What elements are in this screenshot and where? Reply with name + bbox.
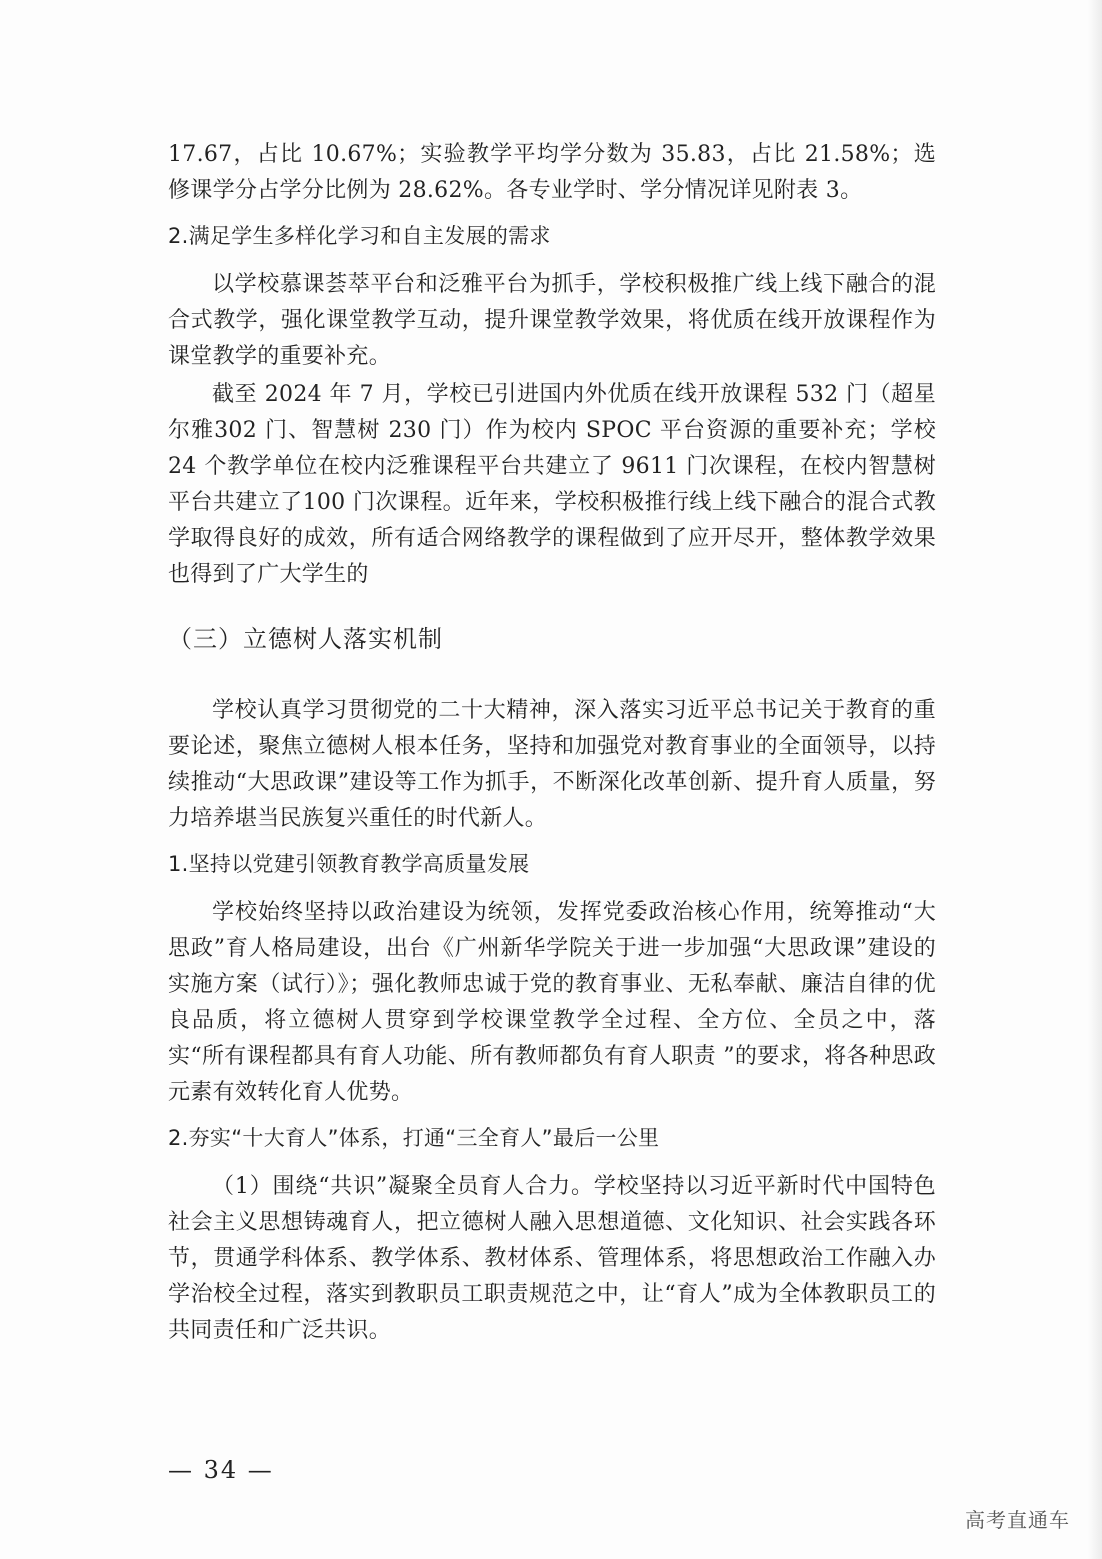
- paragraph-credits: 17.67，占比 10.67%；实验教学平均学分数为 35.83，占比 21.58%；选修课学分占学分比例为 28.62%。各专业学时、学分情况详见附表 3。: [168, 142, 936, 203]
- page-edge-shadow: [1088, 0, 1102, 1559]
- section-title: （三）立德树人落实机制: [168, 625, 443, 653]
- paragraph-moral-education: 学校认真学习贯彻党的二十大精神，深入落实习近平总书记关于教育的重要论述，聚焦立德树人根本任务，坚持和加强党对教育事业的全面领导，以持续推动“大思政课”建设等工作为抓手，不断深化改革创新、提升育人质量，努力培养堪当民族复兴重任的时代新人。: [168, 698, 936, 831]
- paragraph-online-courses: 截至 2024 年 7 月，学校已引进国内外优质在线开放课程 532 门（超星尔雅302 门、智慧树 230 门）作为校内 SPOC 平台资源的重要补充；学校 24 个教学单位在校内泛雅课程平台共建立了 9611 门次课程，在校内智慧树平台共建立了100 门次课程。近年来，学校积极推行线上线下融合的混合式教学取得良好的成效，所有适合网络教学的课程做到了应开尽开，整体教学效果也得到了广大学生的: [168, 382, 936, 587]
- subheading-diverse-learning: 2.满足学生多样化学习和自主发展的需求: [168, 224, 551, 248]
- page-content: [168, 137, 936, 1349]
- paragraph-consensus: （1）围绕“共识”凝聚全员育人合力。学校坚持以习近平新时代中国特色社会主义思想铸魂育人，把立德树人融入思想道德、文化知识、社会实践各环节，贯通学科体系、教学体系、教材体系、管理体系，将思想政治工作融入办学治校全过程，落实到教职员工职责规范之中，让“育人”成为全体教职员工的共同责任和广泛共识。: [168, 1174, 936, 1343]
- page-number: — 34 —: [168, 1456, 274, 1484]
- paragraph-blended-teaching: 以学校慕课荟萃平台和泛雅平台为抓手，学校积极推广线上线下融合的混合式教学，强化课堂教学互动，提升课堂教学效果，将优质在线开放课程作为课堂教学的重要补充。: [168, 272, 936, 369]
- paragraph-political-construction: 学校始终坚持以政治建设为统领，发挥党委政治核心作用，统筹推动“大思政”育人格局建设，出台《广州新华学院关于进一步加强“大思政课”建设的实施方案（试行）》；强化教师忠诚于党的教育事业、无私奉献、廉洁自律的优良品质，将立德树人贯穿到学校课堂教学全过程、全方位、全员之中，落实“所有课程都具有育人功能、所有教师都负有育人职责 ”的要求，将各种思政元素有效转化育人优势。: [168, 900, 936, 1105]
- watermark-label: 高考直通车: [965, 1508, 1070, 1532]
- subheading-party-building: 1.坚持以党建引领教育教学高质量发展: [168, 852, 530, 876]
- subheading-ten-education-system: 2.夯实“十大育人”体系，打通“三全育人”最后一公里: [168, 1126, 660, 1150]
